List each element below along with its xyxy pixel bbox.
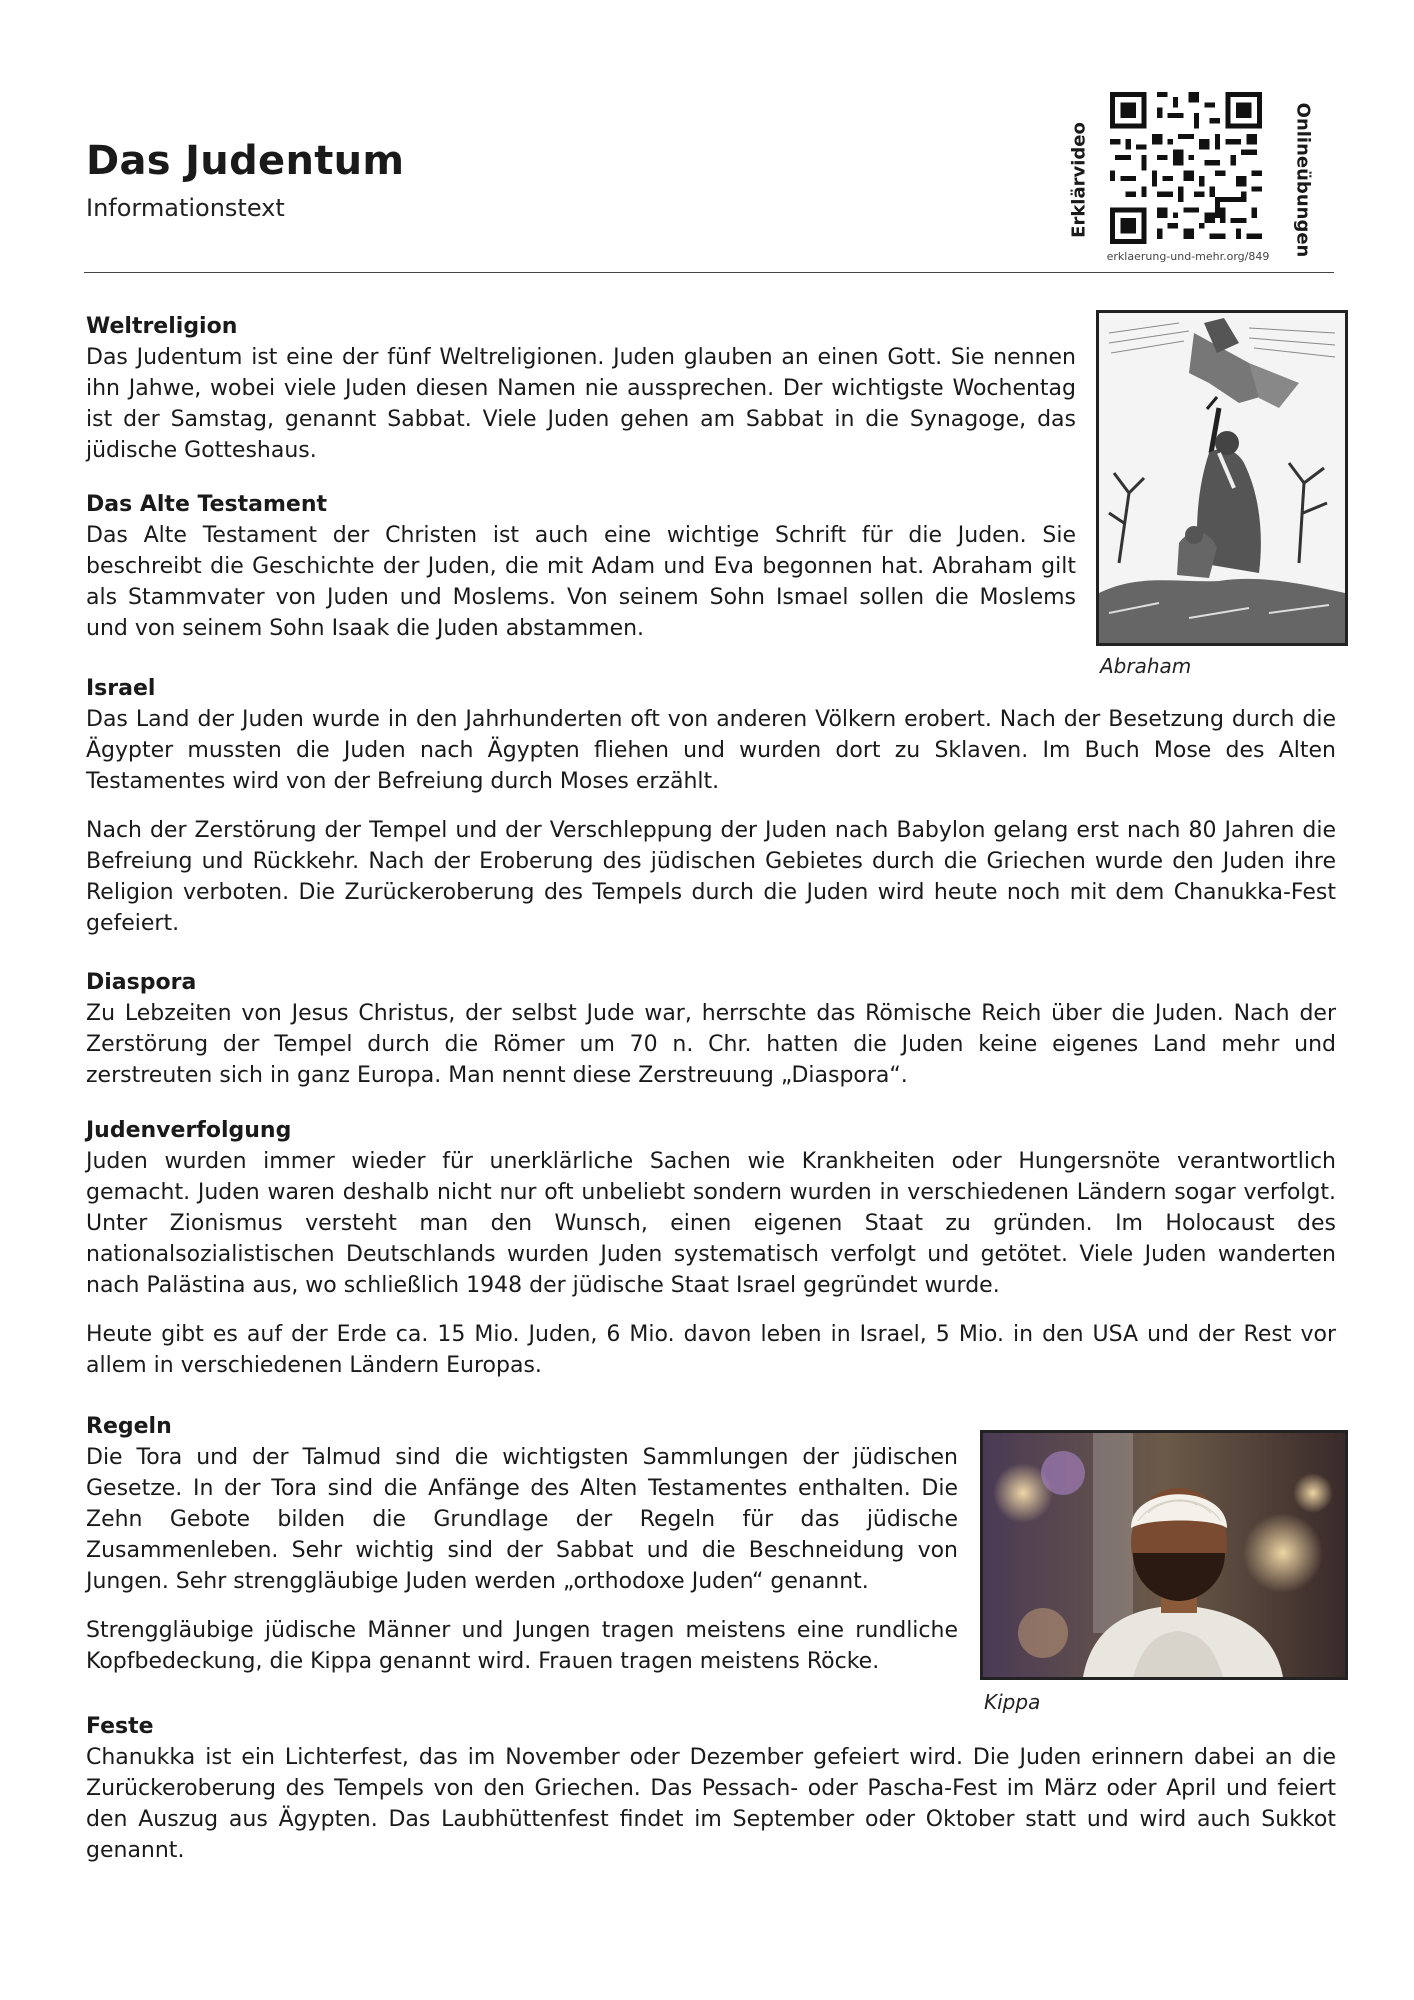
section-diaspora <box>86 968 1336 1091</box>
qr-code-icon[interactable] <box>1110 92 1262 244</box>
section-judenverfolgung <box>86 1116 1336 1381</box>
section-text: Das Alte Testament der Christen ist auch eine wichtige Schrift für die Juden. Sie beschreibt die Geschichte der Juden, die mit Adam und Eva begonnen hat. Abraham gilt als Stammvater von Juden und Moslems. Von seinem Sohn Ismael sollen die Moslems und von seinem Sohn Isaak die Juden abstammen. <box>86 523 1076 641</box>
section-text: Strenggläubige jüdische Männer und Jungen tragen meistens eine rundliche Kopfbedeckung, die Kippa genannt wird. Frauen tragen meistens Röcke. <box>86 1618 958 1674</box>
section-heading: Judenverfolgung <box>86 1118 292 1143</box>
section-heading: Diaspora <box>86 970 197 995</box>
section-weltreligion <box>86 312 1076 466</box>
section-heading: Regeln <box>86 1414 172 1439</box>
page-subtitle: Informationstext <box>86 194 285 222</box>
section-heading: Weltreligion <box>86 314 238 339</box>
kippa-caption: Kippa <box>984 1690 1041 1714</box>
qr-label-exercises: Onlineübungen <box>1292 102 1314 258</box>
section-feste <box>86 1712 1336 1866</box>
section-text: Chanukka ist ein Lichterfest, das im November oder Dezember gefeiert wird. Die Juden erinnern dabei an die Zurückeroberung des Tempels von den Griechen. Das Pessach- oder Pascha-Fest im März oder April und feiert den Auszug aus Ägypten. Das Laubhüttenfest findet im September oder Oktober statt und wird auch Sukkot genannt. <box>86 1745 1336 1863</box>
section-altes-testament <box>86 490 1076 644</box>
section-text: Heute gibt es auf der Erde ca. 15 Mio. Juden, 6 Mio. davon leben in Israel, 5 Mio. in den USA und der Rest vor allem in verschiedenen Ländern Europas. <box>86 1322 1336 1378</box>
section-text: Juden wurden immer wieder für unerklärliche Sachen wie Krankheiten oder Hungersnöte verantwortlich gemacht. Juden waren deshalb nicht nur oft unbeliebt sondern wurden in verschiedenen Ländern sogar verfolgt. Unter Zionismus versteht man den Wunsch, einen eigenen Staat zu gründen. Im Holocaust des nationalsozialistischen Deutschlands wurden Juden systematisch verfolgt und getötet. Viele Juden wanderten nach Palästina aus, wo schließlich 1948 der jüdische Staat Israel gegründet wurde. <box>86 1149 1336 1298</box>
abraham-engraving-icon <box>1099 313 1345 643</box>
page-title: Das Judentum <box>86 138 405 184</box>
abraham-caption: Abraham <box>1100 654 1192 678</box>
header-divider <box>84 272 1334 273</box>
section-heading: Feste <box>86 1714 154 1739</box>
kippa-photo-icon <box>983 1433 1345 1677</box>
section-text: Das Land der Juden wurde in den Jahrhunderten oft von anderen Völkern erobert. Nach der Besetzung durch die Ägypter mussten die Juden nach Ägypten fliehen und wurden dort zu Sklaven. Im Buch Mose des Alten Testamentes wird von der Befreiung durch Moses erzählt. <box>86 707 1336 794</box>
section-text: Die Tora und der Talmud sind die wichtigsten Sammlungen der jüdischen Gesetze. In der Tora sind die Anfänge des Alten Testamentes enthalten. Die Zehn Gebote bilden die Grundlage der Regeln für das jüdische Zusammenleben. Sehr wichtig sind der Sabbat und die Beschneidung von Jungen. Sehr strenggläubige Juden werden „orthodoxe Juden“ genannt. <box>86 1445 958 1594</box>
section-text: Das Judentum ist eine der fünf Weltreligionen. Juden glauben an einen Gott. Sie nennen ihn Jahwe, wobei viele Juden diesen Namen nie aussprechen. Der wichtigste Wochentag ist der Samstag, genannt Sabbat. Viele Juden gehen am Sabbat in die Synagoge, das jüdische Gotteshaus. <box>86 345 1076 463</box>
abraham-image <box>1096 310 1348 646</box>
qr-label-video: Erklärvideo <box>1068 122 1090 238</box>
section-regeln <box>86 1412 958 1677</box>
section-israel <box>86 674 1336 939</box>
section-text: Zu Lebzeiten von Jesus Christus, der selbst Jude war, herrschte das Römische Reich über die Juden. Nach der Zerstörung der Tempel durch die Römer um 70 n. Chr. hatten die Juden keine eigenes Land mehr und zerstreuten sich in ganz Europa. Man nennt diese Zerstreuung „Diaspora“. <box>86 1001 1336 1088</box>
section-heading: Israel <box>86 676 156 701</box>
section-heading: Das Alte Testament <box>86 492 328 517</box>
qr-url[interactable]: erklaerung-und-mehr.org/849 <box>1106 250 1270 263</box>
kippa-image <box>980 1430 1348 1680</box>
section-text: Nach der Zerstörung der Tempel und der Verschleppung der Juden nach Babylon gelang erst nach 80 Jahren die Befreiung und Rückkehr. Nach der Eroberung des jüdischen Gebietes durch die Griechen wurde den Juden ihre Religion verboten. Die Zurückeroberung des Tempels durch die Juden wird heute noch mit dem Chanukka-Fest gefeiert. <box>86 818 1336 936</box>
